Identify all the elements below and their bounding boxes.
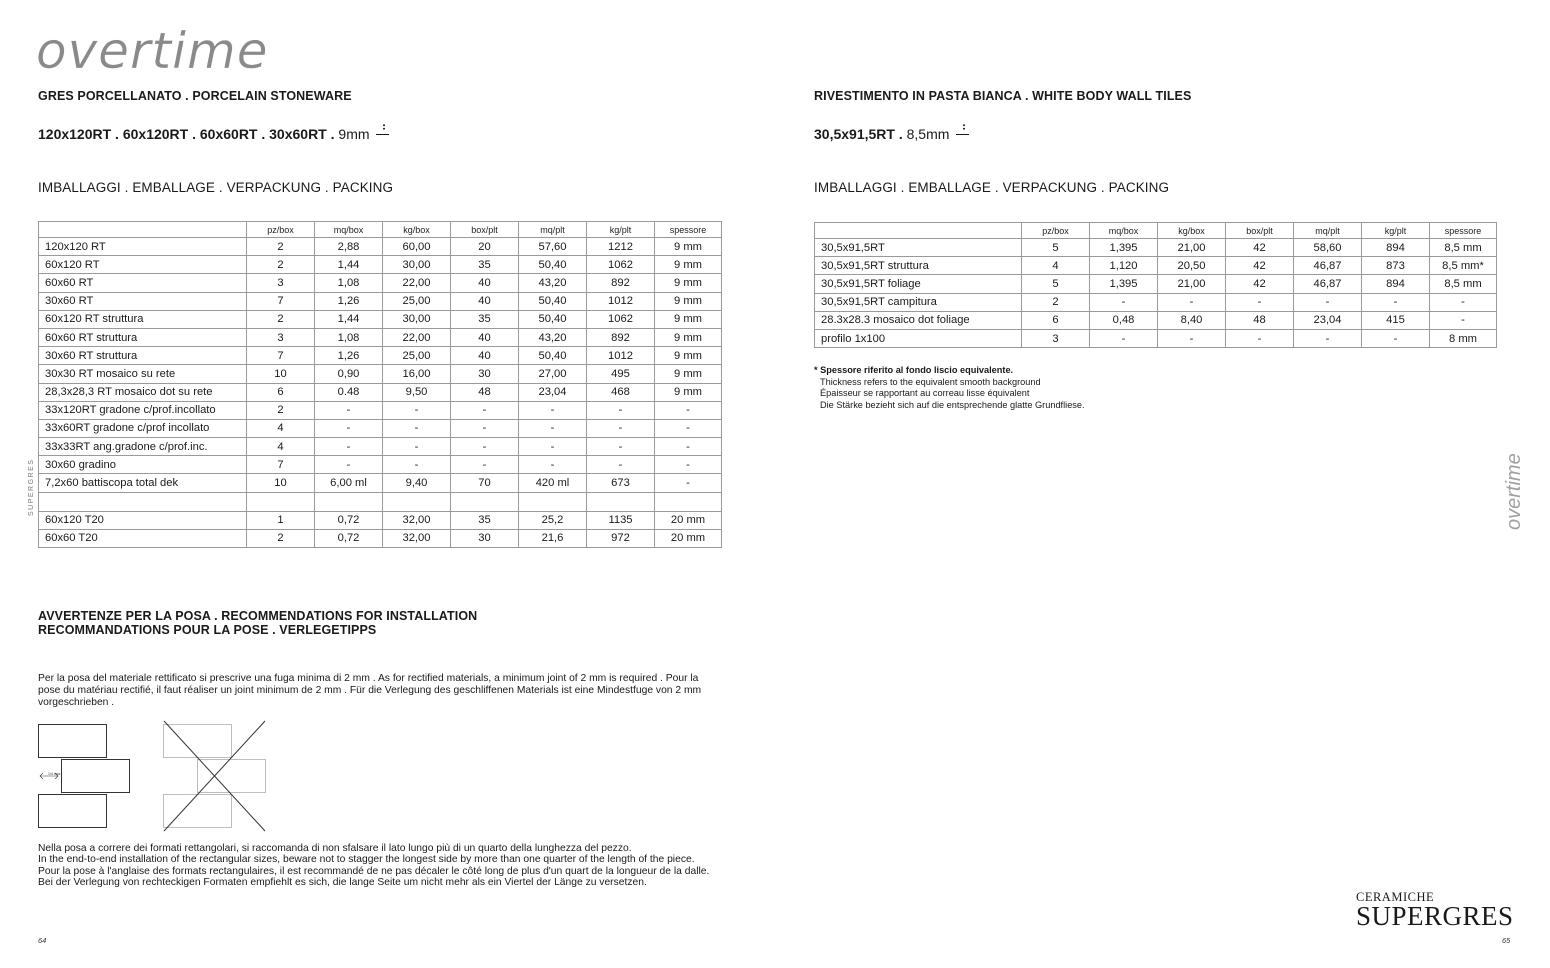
value-cell: 0,90 (315, 365, 383, 383)
value-cell: - (1430, 311, 1497, 329)
value-cell: 20,50 (1158, 257, 1226, 275)
page-number-right: 65 (1502, 936, 1511, 945)
format-cell: profilo 1x100 (815, 329, 1022, 347)
value-cell: - (1362, 329, 1430, 347)
value-cell: 9 mm (655, 238, 722, 256)
value-cell: 9 mm (655, 310, 722, 328)
value-cell: 972 (587, 529, 655, 547)
rectified-icon (956, 130, 969, 140)
value-cell: 1062 (587, 310, 655, 328)
right-thickness: 8,5mm (906, 126, 950, 142)
value-cell: - (655, 401, 722, 419)
value-cell: 2 (247, 256, 315, 274)
correct-pattern-diagram (39, 725, 130, 828)
value-cell: 42 (1226, 275, 1294, 293)
value-cell: 9,50 (383, 383, 451, 401)
value-cell: 9,40 (383, 474, 451, 492)
install-title (38, 609, 477, 637)
value-cell: - (451, 419, 519, 437)
value-cell: 1,08 (315, 328, 383, 346)
table-spacer-row (39, 492, 722, 511)
value-cell: 9 mm (655, 347, 722, 365)
value-cell: 1062 (587, 256, 655, 274)
value-cell: 9 mm (655, 256, 722, 274)
format-cell: 30x60 RT (39, 292, 247, 310)
left-formats-list: 120x120RT . 60x120RT . 60x60RT . 30x60RT . (38, 126, 335, 142)
value-cell: 873 (1362, 257, 1430, 275)
value-cell: 32,00 (383, 529, 451, 547)
value-cell: 46,87 (1294, 257, 1362, 275)
right-packing-title: IMBALLAGGI . EMBALLAGE . VERPACKUNG . PACKING (814, 180, 1170, 195)
value-cell: 57,60 (519, 238, 587, 256)
value-cell: - (519, 419, 587, 437)
left-formats (38, 126, 389, 142)
value-cell: 43,20 (519, 274, 587, 292)
value-cell: 48 (451, 383, 519, 401)
value-cell: 42 (1226, 257, 1294, 275)
value-cell: 22,00 (383, 274, 451, 292)
value-cell: 50,40 (519, 292, 587, 310)
value-cell: - (1226, 293, 1294, 311)
value-cell: 1,08 (315, 274, 383, 292)
left-thickness: 9mm (338, 126, 370, 142)
value-cell: 3 (247, 274, 315, 292)
value-cell: 40 (451, 328, 519, 346)
format-cell: 60x60 RT struttura (39, 328, 247, 346)
value-cell: 9 mm (655, 328, 722, 346)
col-header: mq/plt (1294, 223, 1362, 239)
value-cell: 40 (451, 274, 519, 292)
col-header: pz/box (1022, 223, 1090, 239)
value-cell: 30 (451, 529, 519, 547)
format-cell: 28.3x28.3 mosaico dot foliage (815, 311, 1022, 329)
table-row (39, 292, 722, 310)
install-title-line-2: RECOMMANDATIONS POUR LA POSE . VERLEGETIPPS (38, 623, 377, 637)
value-cell: 43,20 (519, 328, 587, 346)
value-cell: - (1090, 293, 1158, 311)
format-cell: 30x60 gradino (39, 456, 247, 474)
rectified-icon (376, 130, 389, 140)
left-packing-title: IMBALLAGGI . EMBALLAGE . VERPACKUNG . PACKING (38, 180, 394, 195)
empty-cell (655, 492, 722, 511)
format-cell: 60x60 T20 (39, 529, 247, 547)
right-formats-list: 30,5x91,5RT . (814, 126, 903, 142)
value-cell: - (587, 419, 655, 437)
value-cell: 48 (1226, 311, 1294, 329)
value-cell: 1,26 (315, 347, 383, 365)
page-number-left: 64 (38, 936, 47, 945)
value-cell: 892 (587, 328, 655, 346)
value-cell: 2 (247, 529, 315, 547)
value-cell: - (655, 438, 722, 456)
value-cell: 35 (451, 511, 519, 529)
empty-cell (39, 492, 247, 511)
value-cell: 20 mm (655, 529, 722, 547)
format-cell: 33x33RT ang.gradone c/prof.inc. (39, 438, 247, 456)
table-row (39, 438, 722, 456)
value-cell: 35 (451, 256, 519, 274)
table-row (39, 365, 722, 383)
table-row (39, 474, 722, 492)
col-header: kg/plt (1362, 223, 1430, 239)
stagger-line: Pour la pose à l'anglaise des formats rectangulaires, il est recommandé de ne pas décaler le côté long de plus d'un quart de la longueur de la dalle. (38, 865, 710, 877)
value-cell: 42 (1226, 239, 1294, 257)
value-cell: 894 (1362, 239, 1430, 257)
col-header: spessore (655, 222, 722, 238)
value-cell: 10 (247, 365, 315, 383)
value-cell: 1212 (587, 238, 655, 256)
table-row (39, 529, 722, 547)
value-cell: 4 (1022, 257, 1090, 275)
value-cell: 21,00 (1158, 239, 1226, 257)
value-cell: - (1090, 329, 1158, 347)
value-cell: 30,00 (383, 310, 451, 328)
value-cell: 40 (451, 292, 519, 310)
value-cell: - (1158, 329, 1226, 347)
value-cell: 30,00 (383, 256, 451, 274)
empty-cell (451, 492, 519, 511)
format-cell: 60x60 RT (39, 274, 247, 292)
value-cell: - (1158, 293, 1226, 311)
value-cell: 495 (587, 365, 655, 383)
col-header: mq/box (315, 222, 383, 238)
value-cell: 2,88 (315, 238, 383, 256)
format-cell: 7,2x60 battiscopa total dek (39, 474, 247, 492)
col-header: mq/box (1090, 223, 1158, 239)
col-header: kg/box (1158, 223, 1226, 239)
format-cell: 30,5x91,5RT struttura (815, 257, 1022, 275)
value-cell: - (451, 438, 519, 456)
value-cell: 3 (1022, 329, 1090, 347)
value-cell: 2 (247, 238, 315, 256)
footnote-line: Thickness refers to the equivalent smooth background (820, 376, 1041, 387)
value-cell: 5 (1022, 239, 1090, 257)
value-cell: 1012 (587, 292, 655, 310)
value-cell: 25,00 (383, 292, 451, 310)
value-cell: 50,40 (519, 310, 587, 328)
value-cell: - (519, 438, 587, 456)
joint-text: Per la posa del materiale rettificato si prescrive una fuga minima di 2 mm . As for rectified materials, a minimum joint of 2 mm is required . Pour la pose du matériau rectifié, il faut réaliser un joint minimum de 2 mm . Für die Verlegung des geschliffenen Materials ist eine Mindestfuge von 2 mm vorgeschrieben . (38, 673, 702, 708)
brand-title: overtime (36, 22, 269, 80)
value-cell: 1 (247, 511, 315, 529)
cross-out-icon (164, 721, 265, 831)
format-cell: 33x60RT gradone c/prof incollato (39, 419, 247, 437)
table-row (39, 274, 722, 292)
value-cell: 32,00 (383, 511, 451, 529)
value-cell: - (655, 474, 722, 492)
value-cell: 60,00 (383, 238, 451, 256)
format-cell: 33x120RT gradone c/prof.incollato (39, 401, 247, 419)
value-cell: 46,87 (1294, 275, 1362, 293)
value-cell: 892 (587, 274, 655, 292)
table-row (39, 383, 722, 401)
value-cell: 0,48 (1090, 311, 1158, 329)
footnote-bold: * Spessore riferito al fondo liscio equivalente. (814, 365, 1014, 375)
value-cell: 8 mm (1430, 329, 1497, 347)
format-cell: 120x120 RT (39, 238, 247, 256)
value-cell: 25,2 (519, 511, 587, 529)
header-blank (39, 222, 247, 238)
value-cell: 6 (1022, 311, 1090, 329)
table-row (815, 329, 1497, 347)
value-cell: 420 ml (519, 474, 587, 492)
value-cell: 23,04 (519, 383, 587, 401)
value-cell: 23,04 (1294, 311, 1362, 329)
left-section-title: GRES PORCELLANATO . PORCELAIN STONEWARE (38, 89, 352, 103)
value-cell: 7 (247, 292, 315, 310)
format-cell: 30,5x91,5RT (815, 239, 1022, 257)
value-cell: - (383, 401, 451, 419)
side-brand-right: overtime (1503, 453, 1525, 530)
value-cell: 468 (587, 383, 655, 401)
value-cell: - (1362, 293, 1430, 311)
value-cell: 1012 (587, 347, 655, 365)
value-cell: 10 (247, 474, 315, 492)
right-formats (814, 126, 969, 142)
value-cell: 0.48 (315, 383, 383, 401)
value-cell: 50,40 (519, 256, 587, 274)
value-cell: - (451, 456, 519, 474)
installation-diagram (36, 718, 276, 836)
col-header: mq/plt (519, 222, 587, 238)
value-cell: 894 (1362, 275, 1430, 293)
value-cell: 9 mm (655, 383, 722, 401)
value-cell: 415 (1362, 311, 1430, 329)
value-cell: - (315, 401, 383, 419)
value-cell: 2 (247, 401, 315, 419)
value-cell: 9 mm (655, 292, 722, 310)
thickness-footnote (814, 365, 1085, 411)
header-blank (815, 223, 1022, 239)
table-row (39, 419, 722, 437)
table-row (815, 275, 1497, 293)
value-cell: 22,00 (383, 328, 451, 346)
value-cell: 30 (451, 365, 519, 383)
value-cell: 4 (247, 419, 315, 437)
format-cell: 60x120 T20 (39, 511, 247, 529)
format-cell: 30,5x91,5RT foliage (815, 275, 1022, 293)
empty-cell (315, 492, 383, 511)
stagger-line: Nella posa a correre dei formati rettangolari, si raccomanda di non sfalsare il lato lungo più di un quarto della lunghezza del pezzo. (38, 843, 632, 854)
side-brand-left: SUPERGRES (28, 458, 35, 516)
value-cell: 1,120 (1090, 257, 1158, 275)
value-cell: 25,00 (383, 347, 451, 365)
value-cell: 35 (451, 310, 519, 328)
value-cell: 40 (451, 347, 519, 365)
format-cell: 60x120 RT (39, 256, 247, 274)
value-cell: - (587, 438, 655, 456)
value-cell: 5 (1022, 275, 1090, 293)
value-cell: 8,5 mm (1430, 239, 1497, 257)
value-cell: 9 mm (655, 365, 722, 383)
empty-cell (519, 492, 587, 511)
value-cell: 2 (247, 310, 315, 328)
table-header (815, 223, 1497, 239)
value-cell: 21,6 (519, 529, 587, 547)
value-cell: 27,00 (519, 365, 587, 383)
right-packing-table (814, 222, 1497, 348)
col-header: spessore (1430, 223, 1497, 239)
table-row (39, 401, 722, 419)
table-row (39, 456, 722, 474)
value-cell: - (315, 438, 383, 456)
value-cell: 20 mm (655, 511, 722, 529)
supergres-logo (1356, 890, 1514, 932)
value-cell: 1,395 (1090, 275, 1158, 293)
empty-cell (383, 492, 451, 511)
format-cell: 30x30 RT mosaico su rete (39, 365, 247, 383)
col-header: box/plt (1226, 223, 1294, 239)
value-cell: - (315, 419, 383, 437)
format-cell: 28,3x28,3 RT mosaico dot su rete (39, 383, 247, 401)
footnote-line: Die Stärke bezieht sich auf die entsprechende glatte Grundfliese. (820, 399, 1085, 410)
value-cell: - (587, 401, 655, 419)
value-cell: - (655, 419, 722, 437)
table-header (39, 222, 722, 238)
value-cell: 1,26 (315, 292, 383, 310)
value-cell: 8,5 mm* (1430, 257, 1497, 275)
col-header: kg/plt (587, 222, 655, 238)
table-row (39, 328, 722, 346)
value-cell: 3 (247, 328, 315, 346)
logo-big-text: SUPERGRES (1356, 901, 1514, 931)
value-cell: 21,00 (1158, 275, 1226, 293)
value-cell: - (315, 456, 383, 474)
logo-small-text: CERAMICHE (1356, 890, 1435, 904)
value-cell: 2 (1022, 293, 1090, 311)
format-cell: 30x60 RT struttura (39, 347, 247, 365)
table-row (815, 311, 1497, 329)
value-cell: 58,60 (1294, 239, 1362, 257)
value-cell: - (655, 456, 722, 474)
value-cell: - (1294, 293, 1362, 311)
format-cell: 30,5x91,5RT campitura (815, 293, 1022, 311)
value-cell: 50,40 (519, 347, 587, 365)
col-header: pz/box (247, 222, 315, 238)
value-cell: 16,00 (383, 365, 451, 383)
value-cell: - (519, 456, 587, 474)
value-cell: - (1294, 329, 1362, 347)
value-cell: 70 (451, 474, 519, 492)
format-cell: 60x120 RT struttura (39, 310, 247, 328)
value-cell: 7 (247, 456, 315, 474)
table-row (39, 310, 722, 328)
empty-cell (587, 492, 655, 511)
value-cell: 1135 (587, 511, 655, 529)
value-cell: 0,72 (315, 511, 383, 529)
value-cell: - (383, 456, 451, 474)
value-cell: 1,44 (315, 310, 383, 328)
value-cell: 6 (247, 383, 315, 401)
table-row (39, 256, 722, 274)
table-row (815, 257, 1497, 275)
value-cell: 8,5 mm (1430, 275, 1497, 293)
value-cell: - (383, 419, 451, 437)
value-cell: 1,395 (1090, 239, 1158, 257)
stagger-line: Bei der Verlegung von rechteckigen Formaten empfiehlt es sich, die lange Seite um nicht mehr als ein Viertel der Länge zu versetzen. (38, 877, 647, 889)
table-row (39, 511, 722, 529)
value-cell: 0,72 (315, 529, 383, 547)
left-packing-table (38, 221, 722, 548)
stagger-text (38, 843, 758, 889)
quarter-max-label: 1/4 max (48, 772, 61, 776)
value-cell: - (383, 438, 451, 456)
value-cell: 6,00 ml (315, 474, 383, 492)
value-cell: 9 mm (655, 274, 722, 292)
value-cell: 8,40 (1158, 311, 1226, 329)
value-cell: - (519, 401, 587, 419)
value-cell: 673 (587, 474, 655, 492)
value-cell: 4 (247, 438, 315, 456)
value-cell: - (451, 401, 519, 419)
col-header: kg/box (383, 222, 451, 238)
value-cell: - (587, 456, 655, 474)
install-title-line-1: AVVERTENZE PER LA POSA . RECOMMENDATIONS FOR INSTALLATION (38, 609, 478, 623)
footnote-line: Épaisseur se rapportant au correau lisse équivalent (820, 388, 1030, 398)
value-cell: - (1226, 329, 1294, 347)
empty-cell (247, 492, 315, 511)
col-header: box/plt (451, 222, 519, 238)
value-cell: - (1430, 293, 1497, 311)
table-row (39, 238, 722, 256)
table-row (815, 293, 1497, 311)
value-cell: 7 (247, 347, 315, 365)
value-cell: 1,44 (315, 256, 383, 274)
right-section-title: RIVESTIMENTO IN PASTA BIANCA . WHITE BODY WALL TILES (814, 89, 1192, 103)
table-row (39, 347, 722, 365)
table-row (815, 239, 1497, 257)
stagger-line: In the end-to-end installation of the rectangular sizes, beware not to stagger the longest side by more than one quarter of the length of the piece. (38, 854, 695, 866)
value-cell: 20 (451, 238, 519, 256)
